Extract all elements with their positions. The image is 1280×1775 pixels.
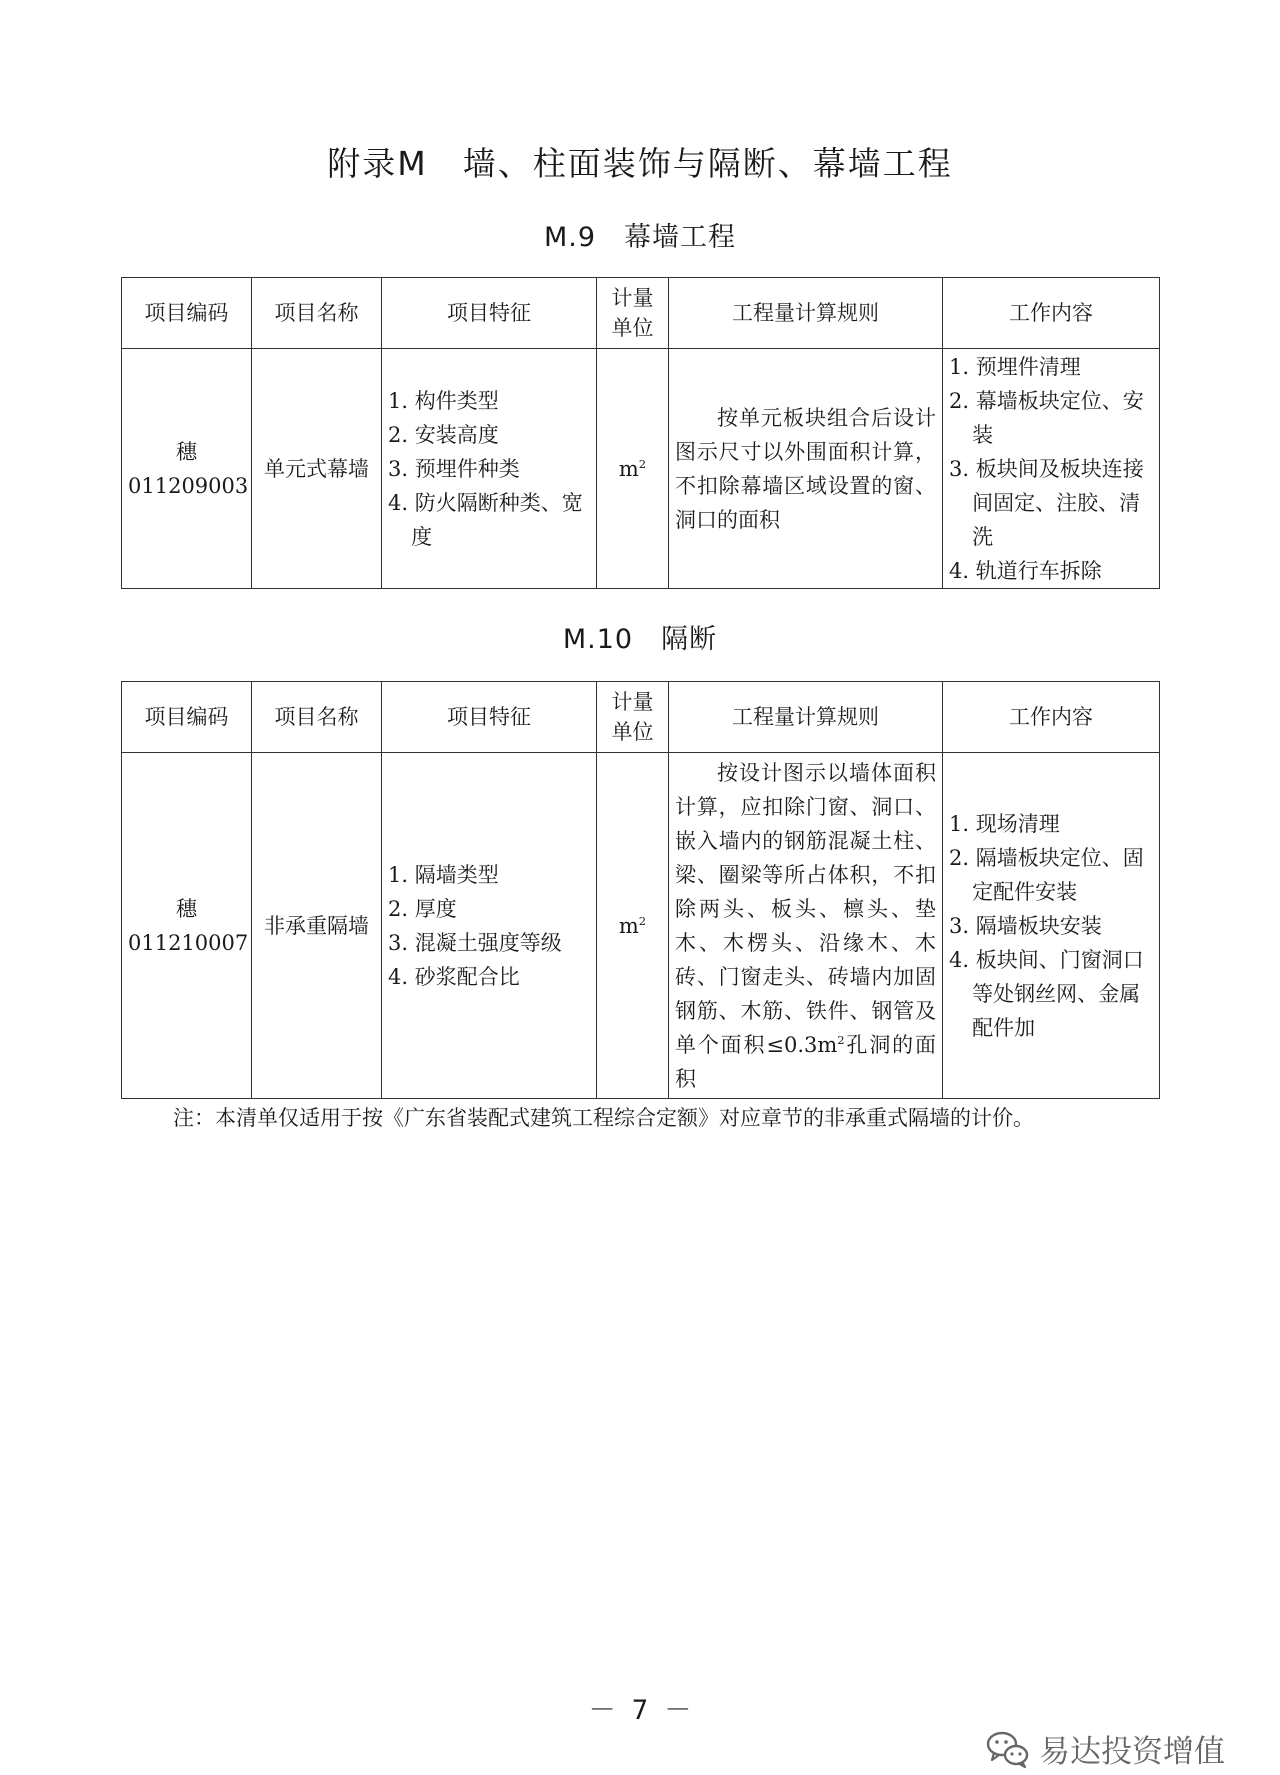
header-name: 项目名称 — [252, 278, 382, 349]
header-unit-line1: 计量 — [611, 286, 654, 310]
header-features: 项目特征 — [382, 682, 597, 753]
item-content — [943, 349, 1160, 589]
rule-text: 按单元板块组合后设计图示尺寸以外围面积计算，不扣除幕墙区域设置的窗、洞口的面积 — [675, 405, 936, 532]
feature-item: 2. 厚度 — [388, 896, 457, 921]
header-unit-line1: 计量 — [611, 690, 654, 714]
item-name: 非承重隔墙 — [252, 753, 382, 1099]
content-item: 2. 隔墙板块定位、固定配件安装 — [949, 845, 1144, 904]
item-content — [943, 753, 1160, 1099]
feature-item: 3. 预埋件种类 — [388, 456, 520, 481]
header-unit — [597, 278, 669, 349]
header-rule: 工程量计算规则 — [669, 278, 943, 349]
header-code: 项目编码 — [122, 278, 252, 349]
header-unit-line2: 单位 — [611, 316, 654, 340]
unit-base: m — [618, 456, 639, 481]
watermark-text: 易达投资增值 — [1039, 1734, 1225, 1770]
item-code-number: 011210007 — [128, 930, 249, 955]
content-item: 4. 板块间、门窗洞口等处钢丝网、金属配件加 — [949, 947, 1144, 1040]
header-content: 工作内容 — [943, 682, 1160, 753]
section-title-partition: M.10 隔断 — [562, 624, 718, 655]
feature-item: 1. 隔墙类型 — [388, 862, 499, 887]
item-unit — [597, 349, 669, 589]
unit-base: m — [618, 913, 639, 938]
rule-text-main: 按设计图示以墙体面积计算，应扣除门窗、洞口、嵌入墙内的钢筋混凝土柱、梁、圈梁等所占体积，不扣除两头、板头、檩头、垫木、木楞头、沿缘木、木砖、门窗走头、砖墙内加固钢筋、木筋、铁件、钢管及单个面积≤0.3m — [675, 760, 936, 1057]
table-header-row — [122, 682, 1160, 753]
item-unit — [597, 753, 669, 1099]
item-name: 单元式幕墙 — [252, 349, 382, 589]
feature-item: 1. 构件类型 — [388, 388, 499, 413]
item-rule — [669, 753, 943, 1099]
feature-item: 3. 混凝土强度等级 — [388, 930, 562, 955]
rule-text-tail: 孔洞的面积 — [675, 1032, 937, 1091]
feature-item: 4. 砂浆配合比 — [388, 964, 520, 989]
header-name: 项目名称 — [252, 682, 382, 753]
rule-text-exponent: 2 — [837, 1032, 845, 1047]
content-item: 3. 隔墙板块安装 — [949, 913, 1102, 938]
table-note: 注：本清单仅适用于按《广东省装配式建筑工程综合定额》对应章节的非承重式隔墙的计价。 — [173, 1106, 1034, 1130]
item-rule — [669, 349, 943, 589]
content-item: 3. 板块间及板块连接间固定、注胶、清洗 — [949, 456, 1144, 549]
item-code-prefix: 穗 — [176, 439, 197, 464]
table-header-row — [122, 278, 1160, 349]
table-row — [122, 349, 1160, 589]
feature-item: 2. 安装高度 — [388, 422, 499, 447]
item-code — [122, 349, 252, 589]
item-code-number: 011209003 — [128, 473, 249, 498]
feature-item: 4. 防火隔断种类、宽度 — [388, 490, 583, 549]
unit-exponent: 2 — [638, 913, 647, 928]
rule-text — [675, 756, 936, 1096]
unit-exponent: 2 — [638, 456, 647, 471]
header-unit — [597, 682, 669, 753]
content-item: 2. 幕墙板块定位、安装 — [949, 388, 1144, 447]
section-title-curtain-wall: M.9 幕墙工程 — [543, 222, 737, 253]
page-number: － 7 － — [588, 1695, 692, 1726]
item-code — [122, 753, 252, 1099]
item-features — [382, 349, 597, 589]
partition-table — [121, 681, 1160, 1099]
item-features — [382, 753, 597, 1099]
item-code-prefix: 穗 — [176, 896, 197, 921]
table-row — [122, 753, 1160, 1099]
wechat-icon — [985, 1729, 1031, 1769]
watermark — [985, 1726, 1225, 1771]
content-item: 1. 预埋件清理 — [949, 354, 1081, 379]
header-content: 工作内容 — [943, 278, 1160, 349]
header-unit-line2: 单位 — [611, 720, 654, 744]
page-title: 附录M 墙、柱面装饰与隔断、幕墙工程 — [327, 144, 953, 183]
curtain-wall-table — [121, 277, 1160, 589]
header-rule: 工程量计算规则 — [669, 682, 943, 753]
header-code: 项目编码 — [122, 682, 252, 753]
content-item: 4. 轨道行车拆除 — [949, 558, 1102, 583]
content-item: 1. 现场清理 — [949, 811, 1060, 836]
header-features: 项目特征 — [382, 278, 597, 349]
